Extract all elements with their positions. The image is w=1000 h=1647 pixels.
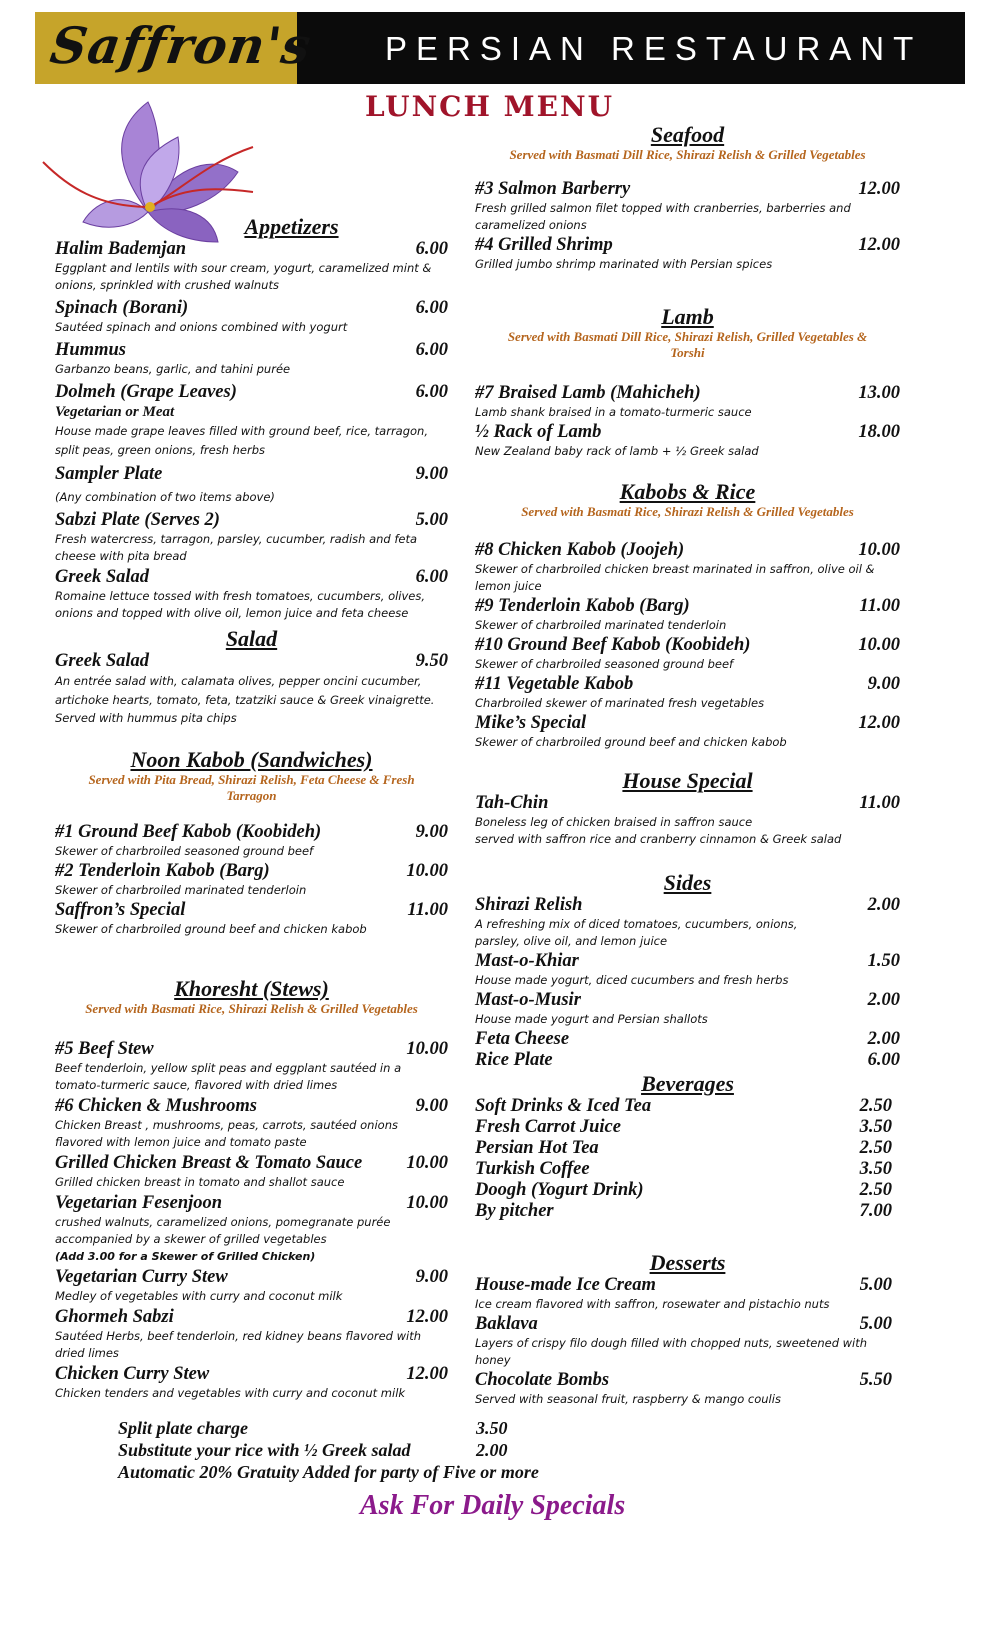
- served-note: Served with Basmati Dill Rice, Shirazi Relish & Grilled Vegetables: [509, 147, 866, 162]
- noon-kabob-heading: Noon Kabob (Sandwiches): [130, 747, 373, 772]
- served-note: Served with Basmati Rice, Shirazi Relish & Grilled Vegetables: [521, 504, 854, 519]
- item-desc: House made yogurt, diced cucumbers and fresh herbs: [475, 973, 789, 987]
- lamb-section: [475, 305, 900, 460]
- item-desc: House made grape leaves filled with ground beef, rice, tarragon, split peas, green onions, fresh herbs: [55, 424, 429, 457]
- menu-item: Mike’s Special 12.00: [475, 713, 900, 733]
- item-desc: Served with seasonal fruit, raspberry & mango coulis: [475, 1392, 781, 1406]
- menu-item: Feta Cheese 2.00: [475, 1029, 900, 1049]
- menu-item: #7 Braised Lamb (Mahicheh) 13.00: [475, 383, 900, 403]
- menu-item: Vegetarian Curry Stew 9.00: [55, 1267, 448, 1287]
- gratuity-note: Automatic 20% Gratuity Added for party of Five or more: [118, 1462, 539, 1482]
- house-special-heading: House Special: [622, 768, 753, 793]
- sides-section: [475, 871, 900, 1071]
- menu-item: Baklava 5.00: [475, 1314, 892, 1334]
- item-desc: A refreshing mix of diced tomatoes, cucumbers, onions, parsley, olive oil, and lemon juice: [475, 917, 798, 948]
- salad-heading: Salad: [225, 626, 278, 651]
- item-desc: Fresh watercress, tarragon, parsley, cucumber, radish and feta cheese with pita bread: [55, 532, 418, 563]
- menu-item: By pitcher 7.00: [475, 1201, 892, 1221]
- house-special-section: [475, 769, 900, 848]
- menu-item: #9 Tenderloin Kabob (Barg) 11.00: [475, 596, 900, 616]
- item-desc: Eggplant and lentils with sour cream, yogurt, caramelized mint & onions, sprinkled with crushed walnuts: [55, 261, 432, 292]
- item-desc: Skewer of charbroiled chicken breast marinated in saffron, olive oil & lemon juice: [475, 562, 875, 593]
- item-sub: Vegetarian or Meat: [55, 404, 175, 420]
- menu-item: Chicken Curry Stew 12.00: [55, 1364, 448, 1384]
- kabobs-section: [475, 480, 900, 751]
- salad-section: [55, 627, 448, 727]
- item-desc: Medley of vegetables with curry and coconut milk: [55, 1289, 343, 1303]
- served-note: Served with Basmati Dill Rice, Shirazi Relish, Grilled Vegetables & Torshi: [507, 329, 868, 360]
- menu-item: Soft Drinks & Iced Tea 2.50: [475, 1096, 892, 1116]
- menu-item: Ghormeh Sabzi 12.00: [55, 1307, 448, 1327]
- menu-item: Rice Plate 6.00: [475, 1050, 900, 1070]
- item-desc: (Any combination of two items above): [55, 490, 275, 504]
- item-desc: House made yogurt and Persian shallots: [475, 1012, 708, 1026]
- menu-item: Dolmeh (Grape Leaves) 6.00: [55, 382, 448, 402]
- menu-item: Greek Salad 6.00: [55, 567, 448, 587]
- menu-item: ½ Rack of Lamb 18.00: [475, 422, 900, 442]
- item-desc: Skewer of charbroiled ground beef and chicken kabob: [55, 922, 367, 936]
- served-note: Served with Basmati Rice, Shirazi Relish & Grilled Vegetables: [85, 1001, 418, 1016]
- menu-item: Spinach (Borani) 6.00: [55, 298, 448, 318]
- seafood-heading: Seafood: [650, 122, 725, 147]
- item-desc: Skewer of charbroiled marinated tenderloin: [55, 883, 307, 897]
- logo: Saffron's: [46, 16, 316, 75]
- menu-item: Chocolate Bombs 5.50: [475, 1370, 892, 1390]
- menu-item: House-made Ice Cream 5.00: [475, 1275, 892, 1295]
- menu-item: #3 Salmon Barberry 12.00: [475, 179, 900, 199]
- menu-item: #8 Chicken Kabob (Joojeh) 10.00: [475, 540, 900, 560]
- beverages-section: [475, 1072, 900, 1222]
- beverages-heading: Beverages: [641, 1071, 734, 1096]
- menu-item: Mast-o-Musir 2.00: [475, 990, 900, 1010]
- item-desc: served with saffron rice and cranberry cinnamon & Greek salad: [475, 832, 842, 846]
- menu-title: LUNCH MENU: [365, 90, 615, 123]
- item-desc: Charbroiled skewer of marinated fresh vegetables: [475, 696, 765, 710]
- seafood-section: [475, 123, 900, 273]
- menu-item: Tah-Chin 11.00: [475, 793, 900, 813]
- item-desc: Skewer of charbroiled marinated tenderloin: [475, 618, 727, 632]
- menu-item: Greek Salad 9.50: [55, 651, 448, 671]
- khoresht-section: [55, 977, 448, 1402]
- menu-item: #10 Ground Beef Kabob (Koobideh) 10.00: [475, 635, 900, 655]
- item-desc: Grilled jumbo shrimp marinated with Persian spices: [475, 257, 773, 271]
- substitute-rice: Substitute your rice with ½ Greek salad 2.00: [118, 1440, 508, 1460]
- item-desc: Chicken Breast , mushrooms, peas, carrots, sautéed onions flavored with lemon juice and tomato paste: [55, 1118, 398, 1149]
- item-desc: Skewer of charbroiled seasoned ground beef: [475, 657, 734, 671]
- served-note: Served with Pita Bread, Shirazi Relish, Feta Cheese & Fresh Tarragon: [88, 772, 415, 803]
- item-desc: Garbanzo beans, garlic, and tahini purée: [55, 362, 291, 376]
- menu-item: Sabzi Plate (Serves 2) 5.00: [55, 510, 448, 530]
- appetizers-heading: Appetizers: [244, 214, 339, 239]
- menu-item: Mast-o-Khiar 1.50: [475, 951, 900, 971]
- menu-item: Vegetarian Fesenjoon 10.00: [55, 1193, 448, 1213]
- menu-item: #4 Grilled Shrimp 12.00: [475, 235, 900, 255]
- menu-item: #5 Beef Stew 10.00: [55, 1039, 448, 1059]
- item-desc: New Zealand baby rack of lamb + ½ Greek salad: [475, 444, 759, 458]
- sides-heading: Sides: [663, 870, 712, 895]
- kabobs-heading: Kabobs & Rice: [619, 479, 756, 504]
- menu-item: Grilled Chicken Breast & Tomato Sauce 10.00: [55, 1153, 448, 1173]
- item-desc: Ice cream flavored with saffron, rosewater and pistachio nuts: [475, 1297, 830, 1311]
- logo-box: [35, 12, 316, 84]
- item-desc: Skewer of charbroiled ground beef and chicken kabob: [475, 735, 787, 749]
- lamb-heading: Lamb: [661, 304, 714, 329]
- menu-item: Turkish Coffee 3.50: [475, 1159, 892, 1179]
- menu-item: Doogh (Yogurt Drink) 2.50: [475, 1180, 892, 1200]
- appetizers-section: [55, 215, 448, 622]
- restaurant-title: PERSIAN RESTAURANT: [385, 30, 923, 67]
- menu-item: Hummus 6.00: [55, 340, 448, 360]
- item-desc: Boneless leg of chicken braised in saffron sauce: [475, 815, 753, 829]
- item-desc: An entrée salad with, calamata olives, pepper oncini cucumber, artichoke hearts, tomato, feta, tzatziki sauce & Greek vinaigrette.: [55, 674, 435, 707]
- noon-kabob-section: [55, 748, 448, 938]
- item-desc: Served with hummus pita chips: [55, 711, 237, 725]
- item-desc: Chicken tenders and vegetables with curry and coconut milk: [55, 1386, 406, 1400]
- item-desc: Fresh grilled salmon filet topped with cranberries, barberries and caramelized onions: [475, 201, 851, 232]
- daily-specials: Ask For Daily Specials: [360, 1490, 626, 1521]
- item-desc: crushed walnuts, caramelized onions, pomegranate purée accompanied by a skewer of grilled vegetables: [55, 1215, 391, 1246]
- item-desc: Lamb shank braised in a tomato-turmeric sauce: [475, 405, 752, 419]
- menu-item: #11 Vegetable Kabob 9.00: [475, 674, 900, 694]
- menu-item: Shirazi Relish 2.00: [475, 895, 900, 915]
- split-plate-charge: Split plate charge 3.50: [118, 1418, 508, 1438]
- khoresht-heading: Khoresht (Stews): [174, 976, 329, 1001]
- item-desc: Romaine lettuce tossed with fresh tomatoes, cucumbers, olives, onions and topped with olive oil, lemon juice and feta cheese: [55, 589, 426, 620]
- menu-item: #2 Tenderloin Kabob (Barg) 10.00: [55, 861, 448, 881]
- menu-item: Halim Bademjan 6.00: [55, 239, 448, 259]
- menu-item: #6 Chicken & Mushrooms 9.00: [55, 1096, 448, 1116]
- menu-item: Sampler Plate 9.00: [55, 464, 448, 484]
- item-desc: Sautéed Herbs, beef tenderloin, red kidney beans flavored with dried limes: [55, 1329, 422, 1360]
- desserts-heading: Desserts: [649, 1250, 726, 1275]
- item-desc: Beef tenderloin, yellow split peas and eggplant sautéed in a tomato-turmeric sauce, flavored with dried limes: [55, 1061, 402, 1092]
- item-desc: Sautéed spinach and onions combined with yogurt: [55, 320, 348, 334]
- item-desc: Skewer of charbroiled seasoned ground beef: [55, 844, 314, 858]
- item-desc: Grilled chicken breast in tomato and shallot sauce: [55, 1175, 345, 1189]
- item-note: (Add 3.00 for a Skewer of Grilled Chicken): [55, 1250, 316, 1263]
- header-banner: [35, 12, 965, 84]
- item-desc: Layers of crispy filo dough filled with chopped nuts, sweetened with honey: [475, 1336, 868, 1367]
- menu-item: Persian Hot Tea 2.50: [475, 1138, 892, 1158]
- desserts-section: [475, 1251, 900, 1408]
- menu-item: Fresh Carrot Juice 3.50: [475, 1117, 892, 1137]
- menu-item: Saffron’s Special 11.00: [55, 900, 448, 920]
- menu-item: #1 Ground Beef Kabob (Koobideh) 9.00: [55, 822, 448, 842]
